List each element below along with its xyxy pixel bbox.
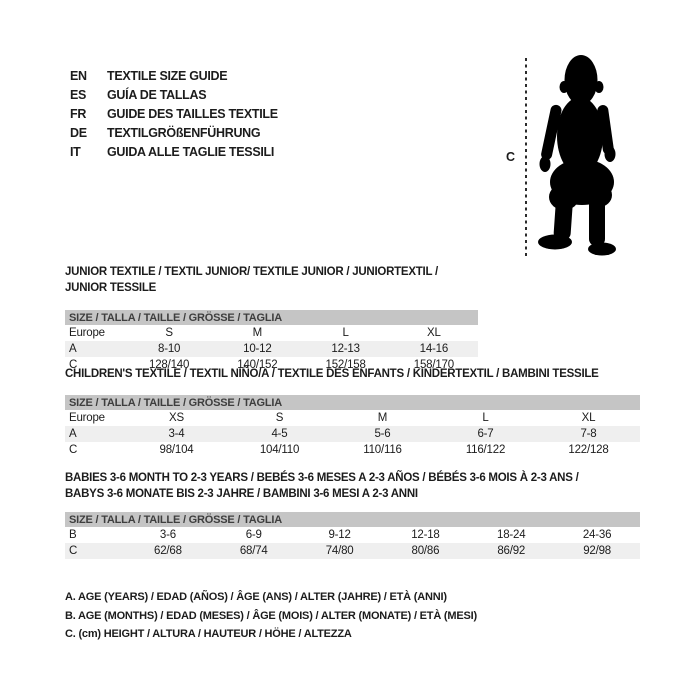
language-code: FR bbox=[70, 106, 87, 121]
age-cell: 3-4 bbox=[168, 428, 185, 440]
row-label: C bbox=[69, 545, 78, 557]
size-cell: L bbox=[342, 327, 349, 339]
language-row-fr bbox=[70, 104, 278, 123]
size-cell: XL bbox=[581, 412, 596, 424]
size-header-bar: SIZE / TALLA / TAILLE / GRÖSSE / TAGLIA bbox=[65, 512, 640, 527]
guide-title-fr: GUIDE DES TAILLES TEXTILE bbox=[107, 106, 278, 121]
babies-table-title-line1: BABIES 3-6 MONTH TO 2-3 YEARS / BEBÉS 3-6 MESES A 2-3 AÑOS / BÉBÉS 3-6 MOIS À 2-3 ANS / bbox=[65, 472, 579, 484]
height-cell: 80/86 bbox=[411, 545, 440, 557]
height-cell: 158/170 bbox=[413, 359, 454, 371]
legend-age-months: B. AGE (MONTHS) / EDAD (MESES) / ÂGE (MOIS) / ALTER (MONATE) / ETÀ (MESI) bbox=[65, 609, 477, 622]
height-cell: 152/158 bbox=[325, 359, 366, 371]
age-cell: 14-16 bbox=[419, 343, 449, 355]
table-row-height bbox=[65, 543, 640, 559]
row-label: Europe bbox=[69, 327, 105, 339]
babies-table-title-line2: BABYS 3-6 MONATE BIS 2-3 JAHRE / BAMBINI 3-6 MESI A 2-3 ANNI bbox=[65, 488, 418, 500]
babies-size-table bbox=[65, 470, 640, 559]
table-row-height bbox=[65, 442, 640, 458]
row-label: C bbox=[69, 444, 78, 456]
height-cell: 140/152 bbox=[237, 359, 278, 371]
guide-title-en: TEXTILE SIZE GUIDE bbox=[107, 68, 228, 83]
row-label: Europe bbox=[69, 412, 105, 424]
height-cell: 116/122 bbox=[465, 444, 506, 456]
row-label: A bbox=[69, 428, 77, 440]
age-cell: 24-36 bbox=[582, 529, 612, 541]
age-cell: 6-7 bbox=[477, 428, 494, 440]
height-cell: 104/110 bbox=[259, 444, 300, 456]
language-code: IT bbox=[70, 144, 81, 159]
junior-size-table bbox=[65, 264, 478, 373]
height-cell: 92/98 bbox=[583, 545, 611, 557]
toddler-silhouette-image bbox=[533, 50, 625, 260]
age-cell: 5-6 bbox=[374, 428, 391, 440]
size-cell: S bbox=[275, 412, 284, 424]
legend bbox=[65, 588, 477, 644]
age-cell: 6-9 bbox=[245, 529, 262, 541]
language-row-de bbox=[70, 123, 278, 142]
guide-title-it: GUIDA ALLE TAGLIE TESSILI bbox=[107, 144, 275, 159]
language-code: DE bbox=[70, 125, 87, 140]
row-label: A bbox=[69, 343, 77, 355]
children-table-title: CHILDREN'S TEXTILE / TEXTIL NIÑO/A / TEXTILE DES ENFANTS / KINDERTEXTIL / BAMBINI TESSILE bbox=[65, 368, 599, 380]
language-code: EN bbox=[70, 68, 87, 83]
age-cell: 8-10 bbox=[158, 343, 181, 355]
row-label: C bbox=[69, 359, 78, 371]
height-cell: 74/80 bbox=[325, 545, 354, 557]
age-cell: 10-12 bbox=[243, 343, 272, 355]
size-cell: L bbox=[482, 412, 489, 424]
size-header-bar: SIZE / TALLA / TAILLE / GRÖSSE / TAGLIA bbox=[65, 395, 640, 410]
age-cell: 7-8 bbox=[580, 428, 597, 440]
table-row-age bbox=[65, 341, 478, 357]
guide-title-de: TEXTILGRÖßENFÜHRUNG bbox=[107, 125, 261, 140]
height-cell: 122/128 bbox=[568, 444, 609, 456]
age-cell: 9-12 bbox=[328, 529, 351, 541]
language-row-es bbox=[70, 85, 278, 104]
age-cell: 12-13 bbox=[331, 343, 360, 355]
table-row-europe bbox=[65, 410, 640, 426]
height-cell: 98/104 bbox=[159, 444, 194, 456]
height-cell: 128/140 bbox=[149, 359, 190, 371]
height-cell: 86/92 bbox=[497, 545, 526, 557]
height-cell: 62/68 bbox=[154, 545, 182, 557]
age-cell: 18-24 bbox=[497, 529, 526, 541]
height-measure-label: C bbox=[506, 150, 516, 164]
language-header bbox=[70, 66, 278, 161]
language-row-en bbox=[70, 66, 278, 85]
children-size-table bbox=[65, 366, 640, 458]
guide-title-es: GUÍA DE TALLAS bbox=[107, 87, 207, 102]
height-cell: 110/116 bbox=[363, 444, 402, 456]
size-cell: S bbox=[165, 327, 173, 339]
age-cell: 12-18 bbox=[411, 529, 440, 541]
table-row-age-months bbox=[65, 527, 640, 543]
figure-area bbox=[500, 50, 635, 264]
legend-height-cm: C. (cm) HEIGHT / ALTURA / HAUTEUR / HÖHE / ALTEZZA bbox=[65, 628, 352, 641]
age-cell: 4-5 bbox=[271, 428, 288, 440]
size-cell: M bbox=[377, 412, 388, 424]
junior-table-title: JUNIOR TEXTILE / TEXTIL JUNIOR/ TEXTILE JUNIOR / JUNIORTEXTIL / JUNIOR TESSILE bbox=[65, 266, 438, 294]
language-row-it bbox=[70, 142, 278, 161]
height-dashed-line bbox=[525, 58, 527, 258]
table-row-age bbox=[65, 426, 640, 442]
age-cell: 3-6 bbox=[159, 529, 176, 541]
size-cell: XL bbox=[427, 327, 441, 339]
table-row-europe bbox=[65, 325, 478, 341]
size-cell: M bbox=[252, 327, 263, 339]
height-cell: 68/74 bbox=[239, 545, 268, 557]
size-cell: XS bbox=[169, 412, 184, 424]
language-code: ES bbox=[70, 87, 87, 102]
legend-age-years: A. AGE (YEARS) / EDAD (AÑOS) / ÂGE (ANS) / ALTER (JAHRE) / ETÀ (ANNI) bbox=[65, 591, 447, 604]
row-label: B bbox=[69, 529, 77, 541]
size-header-bar: SIZE / TALLA / TAILLE / GRÖSSE / TAGLIA bbox=[65, 310, 478, 325]
